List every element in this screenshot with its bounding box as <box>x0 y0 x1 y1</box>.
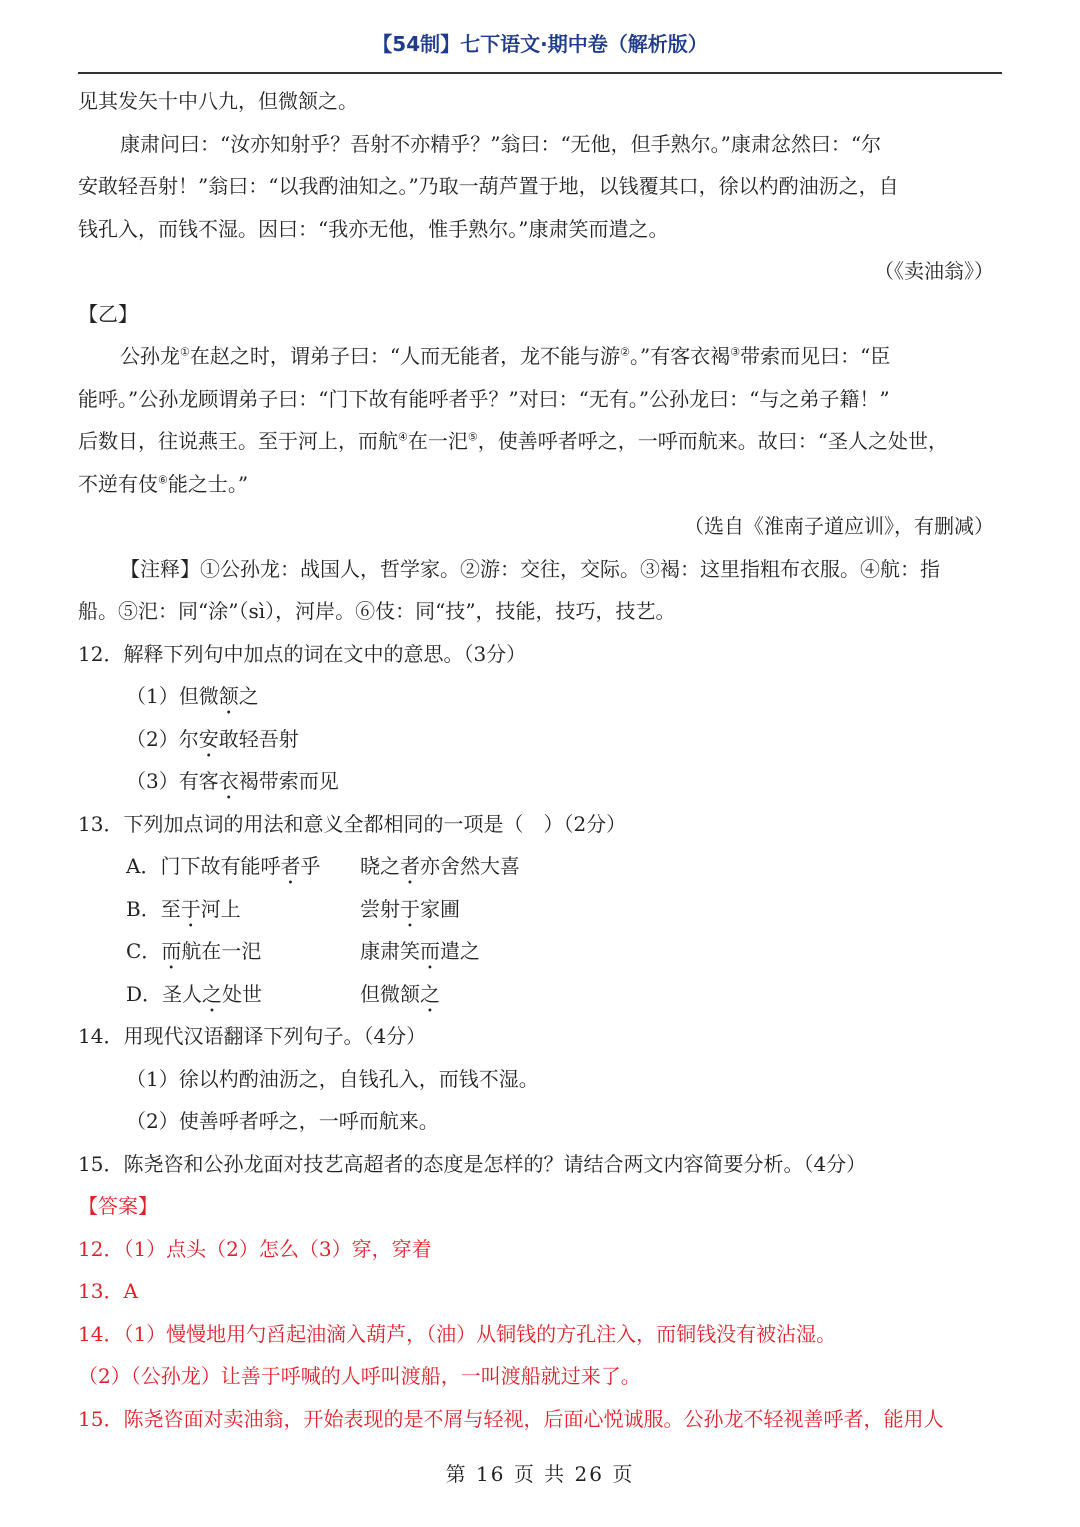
q13-option-b <box>78 888 1002 931</box>
q-text: 之 <box>238 684 259 708</box>
q13-option-c <box>78 930 1002 973</box>
jia-line-1: 见其发矢十中八九，但微颔之。 <box>78 89 358 113</box>
q-text: 航在一汜 <box>181 939 262 963</box>
q-text: A．门下故有能呼 <box>126 854 281 878</box>
yi-label: 【乙】 <box>78 301 138 326</box>
footnote-marker: ④ <box>398 430 408 444</box>
yi-text: ，使善呼者呼之，一呼而航来。故曰：“圣人之处世， <box>477 429 948 453</box>
q-text: 家圃 <box>420 896 460 921</box>
notes-line-1: 【注释】①公孙龙：战国人，哲学家。②游：交往，交际。③褐：这里指粗布衣服。④航：指 <box>120 556 940 581</box>
dotted-word: 衣 <box>218 769 239 793</box>
jia-line-4: 钱孔入，而钱不湿。因曰：“我亦无他，惟手熟尔。”康肃笑而遣之。 <box>78 216 669 241</box>
option-right <box>360 854 520 878</box>
footnote-marker: ① <box>180 345 190 359</box>
q14-item-1: （1）徐以杓酌油沥之，自钱孔入，而钱不湿。 <box>126 1066 539 1091</box>
option-left <box>126 973 360 1017</box>
q12-item-3 <box>78 760 1002 803</box>
yi-text: 能之士。” <box>167 471 249 496</box>
q-text: 但微颔 <box>360 981 420 1006</box>
answer-label: 【答案】 <box>78 1194 158 1218</box>
document-body <box>78 80 1002 1440</box>
q14-item-2: （2）使善呼者呼之，一呼而航来。 <box>126 1109 439 1133</box>
jia-source: （《卖油翁》） <box>874 259 994 283</box>
option-left <box>126 888 360 932</box>
yi-text: 公孙龙 <box>120 344 180 368</box>
yi-source: （选自《淮南子道应训》，有删减） <box>684 514 994 538</box>
dotted-word: 者 <box>400 854 420 878</box>
yi-text: 在赵之时，谓弟子曰：“人而无能者，龙不能与游 <box>189 344 621 368</box>
q-text: 河上 <box>200 896 241 921</box>
q-text: （2）尔 <box>126 726 199 751</box>
option-right <box>360 982 440 1006</box>
answer-15: 15．陈尧咨面对卖油翁，开始表现的是不屑与轻视，后面心悦诚服。公孙龙不轻视善呼者，能用人 <box>78 1406 944 1431</box>
q12-stem: 12．解释下列句中加点的词在文中的意思。（3分） <box>78 641 527 666</box>
dotted-word: 而 <box>161 939 182 963</box>
q14-stem: 14．用现代汉语翻译下列句子。（4分） <box>78 1024 427 1048</box>
dotted-word: 之 <box>202 981 223 1006</box>
dotted-word: 之 <box>420 981 440 1006</box>
dotted-word: 安 <box>198 726 219 751</box>
footnote-marker: ⑤ <box>467 430 478 444</box>
q-text: 处世 <box>222 981 263 1006</box>
q-text: 晓之 <box>360 854 400 878</box>
q-text: 褐带索而见 <box>238 769 339 793</box>
yi-line-2: 能呼。”公孙龙顾谓弟子曰：“门下故有能呼者乎？”对曰：“无有。”公孙龙曰：“与之弟子籍！” <box>78 386 890 411</box>
option-right <box>360 897 460 921</box>
q-text: D．圣人 <box>126 981 203 1006</box>
yi-text: 。”有客衣褐 <box>629 344 731 368</box>
q-text: 敢轻吾射 <box>218 726 299 751</box>
q-text: 遣之 <box>440 939 480 963</box>
dotted-word: 于 <box>400 896 420 921</box>
q-text: C． <box>126 939 162 963</box>
q13-option-d <box>78 973 1002 1016</box>
footnote-marker: ③ <box>730 345 741 359</box>
q13-option-a <box>78 845 1002 888</box>
dotted-word: 颔 <box>218 684 239 708</box>
q-text: 康肃笑 <box>360 939 420 963</box>
answer-12: 12．（1）点头（2）怎么（3）穿，穿着 <box>78 1236 432 1261</box>
answer-14-2: （2）（公孙龙）让善于呼喊的人呼叫渡船，一叫渡船就过来了。 <box>78 1364 641 1388</box>
footnote-marker: ② <box>620 345 630 359</box>
dotted-word: 而 <box>420 939 440 963</box>
header-divider <box>78 72 1002 74</box>
dotted-word: 于 <box>180 896 201 921</box>
footnote-marker: ⑥ <box>158 472 168 486</box>
yi-text: 后数日，往说燕王。至于河上，而航 <box>78 429 398 453</box>
jia-line-2: 康肃问曰：“汝亦知射乎？吾射不亦精乎？”翁曰：“无他，但手熟尔。”康肃忿然曰：“尔 <box>120 131 882 156</box>
q-text: 尝射 <box>360 896 400 921</box>
page-number: 第 16 页 共 26 页 <box>445 1462 635 1486</box>
q-text: （1）但微 <box>126 684 219 708</box>
q15-stem: 15．陈尧咨和公孙龙面对技艺高超者的态度是怎样的？请结合两文内容简要分析。（4分） <box>78 1151 867 1176</box>
q12-item-1 <box>78 675 1002 718</box>
yi-line-3 <box>78 420 1002 463</box>
yi-line-1 <box>78 335 1002 378</box>
q-text: B．至 <box>126 896 181 921</box>
option-left <box>126 930 360 974</box>
q12-item-2 <box>78 718 1002 761</box>
dotted-word: 者 <box>280 854 301 878</box>
yi-line-4 <box>78 463 1002 506</box>
answer-13: 13．A <box>78 1279 138 1303</box>
q-text: （3）有客 <box>126 769 219 793</box>
q-text: 乎 <box>300 854 321 878</box>
q-text: 亦舍然大喜 <box>420 854 520 878</box>
option-right <box>360 939 480 963</box>
jia-line-3: 安敢轻吾射！”翁曰：“以我酌油知之。”乃取一葫芦置于地，以钱覆其口，徐以杓酌油沥之，自 <box>78 174 899 198</box>
yi-text: 带索而见曰：“臣 <box>740 344 891 368</box>
option-left <box>126 845 360 889</box>
q13-stem: 13．下列加点词的用法和意义全都相同的一项是（ ）（2分） <box>78 811 627 836</box>
page-header-title: 【54制】七下语文·期中卷（解析版） <box>372 32 708 56</box>
yi-text: 不逆有伎 <box>78 471 158 496</box>
notes-line-2: 船。⑤汜：同“涂”（sì），河岸。⑥伎：同“技”，技能，技巧，技艺。 <box>78 599 676 623</box>
answer-14-1: 14．（1）慢慢地用勺舀起油滴入葫芦，（油）从铜钱的方孔注入，而铜钱没有被沾湿。 <box>78 1321 837 1346</box>
yi-text: 在一汜 <box>407 429 468 453</box>
